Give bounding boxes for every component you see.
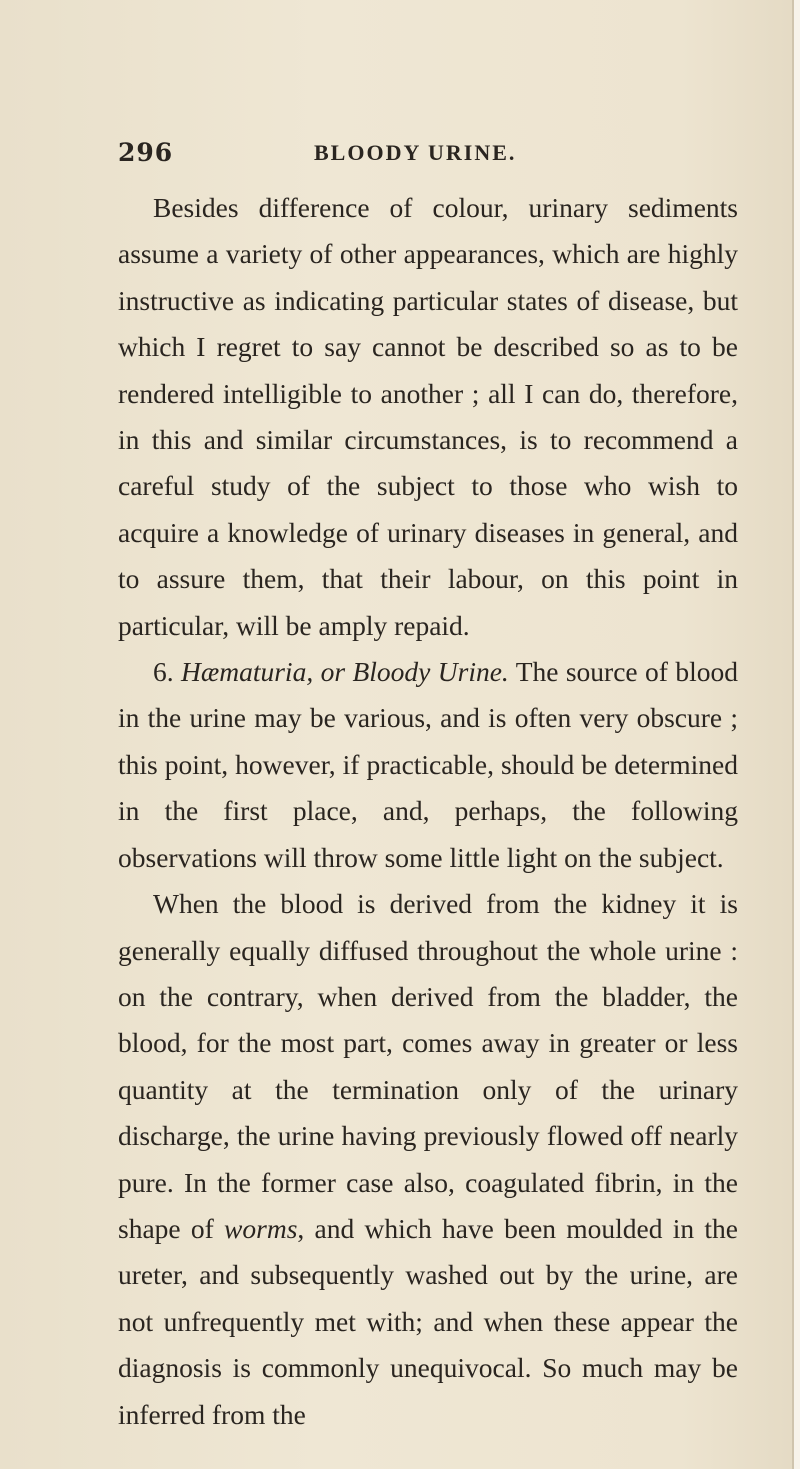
paragraph-sediments: Besides difference of colour, urinary sediments assume a variety of other appearances, which are highly instructive as indicating particular states of disease, but which I regret to say cannot be described so as to be rendered intelligible to another ; all I can do, therefore, in this and similar circumstances, is to recommend a careful study of the subject to those who wish to acquire a knowledge of urinary diseases in general, and to assure them, that their labour, on this point in particular, will be amply repaid.: [118, 192, 738, 641]
page-number: 296: [118, 138, 174, 167]
paragraph-text-after: , and which have been moulded in the ureter, and subsequently washed out by the urine, are not unfrequently met with; and when these appear the diagnosis is commonly unequivocal. So much may be inferred from the: [118, 1212, 739, 1430]
paragraph-text-before: When the blood is derived from the kidney it is generally equally diffused throughout the whole urine : on the contrary, when derived from the bladder, the blood, for the most part, comes away in greater or less quantity at the termination only of the urinary discharge, the urine having previously flowed off nearly pure. In the former case also, coagulated fibrin, in the shape of: [118, 888, 738, 1244]
page-edge: [794, 0, 800, 1469]
section-title: Hæmaturia, or Bloody Urine.: [181, 656, 509, 688]
section-number: 6.: [153, 656, 174, 688]
section-text: The source of blood in the urine may be various, and is often very obscure ; this point, however, if practicable, should be determined in the first place, and, perhaps, the following observations will throw some little light on the subject.: [118, 656, 738, 873]
running-head: BLOODY URINE.: [314, 140, 517, 165]
italic-term: worms: [224, 1212, 298, 1244]
paragraph-kidney-blood: [118, 881, 738, 1438]
body-text: [118, 185, 738, 1438]
page-header: [118, 138, 738, 178]
paragraph-haematuria: [118, 649, 738, 881]
